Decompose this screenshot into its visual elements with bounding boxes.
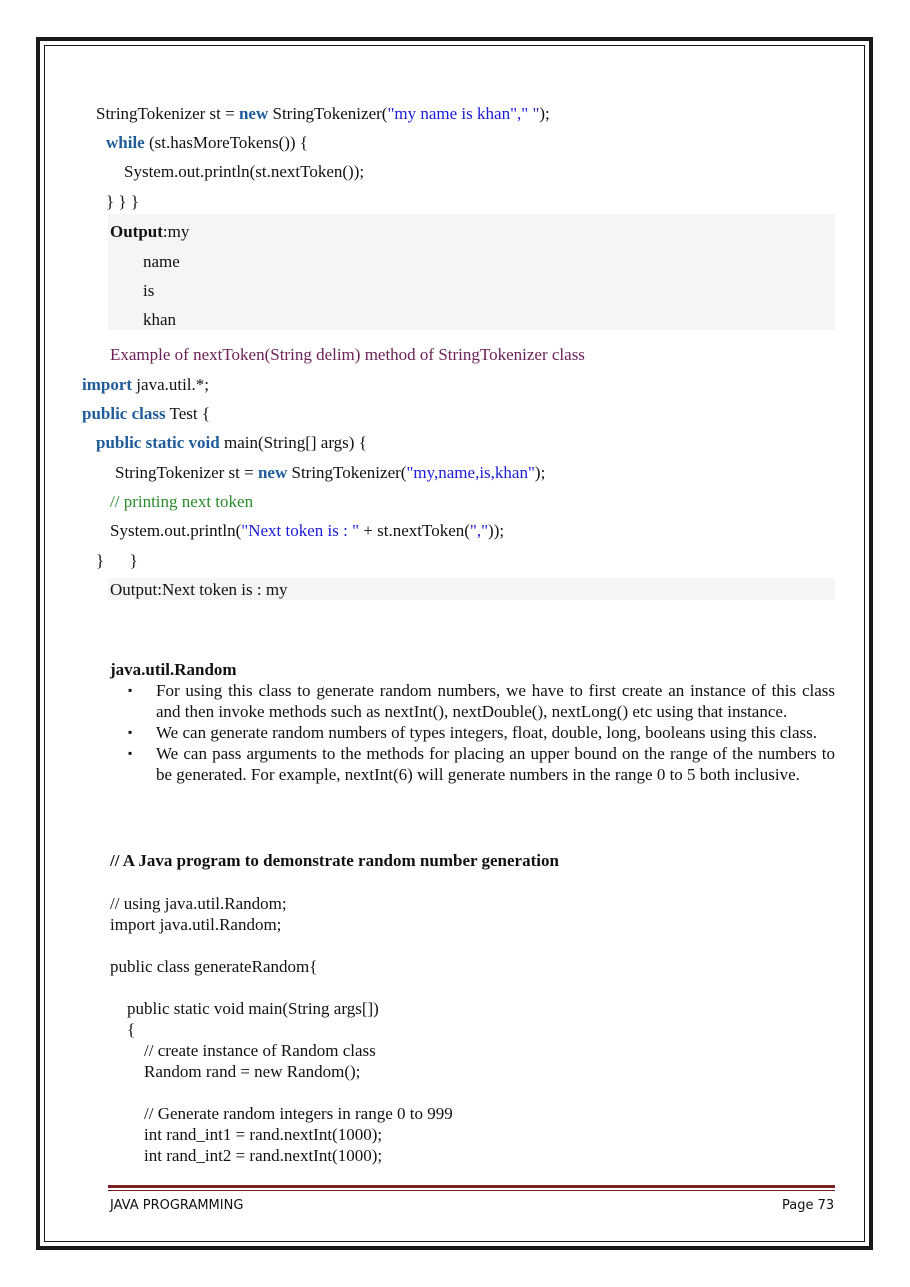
string-literal: "Next token is : " — [241, 521, 360, 540]
output1-first — [110, 222, 189, 242]
keyword: new — [257, 463, 288, 482]
example2-line4 — [115, 463, 545, 483]
code-text: (st.hasMoreTokens()) { — [144, 133, 308, 152]
code-line: Random rand = new Random(); — [110, 1062, 361, 1081]
code-text: )); — [488, 521, 505, 540]
output-label: Output — [110, 222, 163, 241]
code-line: public static void main(String args[]) — [110, 999, 379, 1018]
example2-line3 — [96, 433, 367, 453]
list-item — [110, 743, 835, 785]
code-text: StringTokenizer( — [268, 104, 388, 123]
code-text: ); — [539, 104, 550, 123]
code-line: // Generate random integers in range 0 to 999 — [110, 1104, 453, 1123]
output1-shade — [108, 214, 835, 330]
random-bullet-list — [110, 680, 835, 785]
code-text: java.util.*; — [132, 375, 210, 394]
keyword: while — [106, 133, 145, 152]
bullet-text: For using this class to generate random numbers, we have to first create an instance of this class and then invoke methods such as nextInt(), nextDouble(), nextLong() etc using that instance. — [156, 681, 835, 721]
output1-item: name — [143, 252, 180, 271]
code-line — [110, 977, 453, 998]
code-line: // create instance of Random class — [110, 1041, 376, 1060]
example2-line1 — [82, 375, 209, 395]
program-heading: // A Java program to demonstrate random number generation — [110, 851, 559, 870]
output-value: :my — [162, 222, 190, 241]
example2-line2 — [82, 404, 210, 424]
code-line: int rand_int2 = rand.nextInt(1000); — [110, 1146, 383, 1165]
code-text: Test { — [165, 404, 211, 423]
code-line — [110, 1082, 453, 1103]
code1-line3: System.out.println(st.nextToken()); — [124, 162, 365, 181]
bullet-icon: ▪ — [128, 725, 133, 739]
footer-rule — [108, 1185, 835, 1188]
code-text: StringTokenizer( — [287, 463, 407, 482]
string-literal: "," — [469, 521, 489, 540]
example2-line6 — [110, 521, 504, 541]
keyword: public static void — [96, 433, 220, 452]
bullet-text: We can generate random numbers of types integers, float, double, long, booleans using this class. — [156, 723, 817, 742]
random-code-block — [110, 872, 453, 1187]
example2-line7: } } — [96, 551, 138, 570]
output1-item: is — [143, 281, 155, 300]
list-item — [110, 722, 835, 743]
page-number: Page 73 — [782, 1198, 835, 1213]
output1-item: khan — [143, 310, 177, 329]
bullet-icon: ▪ — [128, 746, 133, 760]
code-line: // using java.util.Random; — [110, 894, 287, 913]
string-literal: "my name is khan"," " — [387, 104, 540, 123]
code-text: + st.nextToken( — [359, 521, 470, 540]
example2-comment: // printing next token — [110, 492, 254, 511]
bullet-text: We can pass arguments to the methods for placing an upper bound on the range of the numbers to be generated. For example, nextInt(6) will generate numbers in the range 0 to 5 both inclusive. — [156, 744, 835, 784]
code1-line1 — [96, 104, 550, 124]
code-text: main(String[] args) { — [219, 433, 367, 452]
keyword: new — [238, 104, 269, 123]
code-line: public class generateRandom{ — [110, 957, 318, 976]
footer-rule-thin — [108, 1190, 835, 1191]
code-text: ); — [534, 463, 546, 482]
string-literal: "my,name,is,khan" — [406, 463, 535, 482]
footer-title: JAVA PROGRAMMING — [110, 1198, 244, 1213]
code-line: int rand_int1 = rand.nextInt(1000); — [110, 1125, 383, 1144]
code-line: import java.util.Random; — [110, 915, 282, 934]
bullet-icon: ▪ — [128, 683, 133, 697]
list-item — [110, 680, 835, 722]
random-section-title: java.util.Random — [110, 660, 237, 679]
example2-output: Output:Next token is : my — [110, 580, 288, 599]
keyword: import — [82, 375, 133, 394]
code1-line2 — [106, 133, 308, 153]
code-line — [110, 935, 453, 956]
keyword: public class — [82, 404, 166, 423]
code1-line4: } } } — [106, 192, 139, 211]
code-text: StringTokenizer st = — [96, 104, 239, 123]
code-line: { — [110, 1020, 136, 1039]
code-text: System.out.println( — [110, 521, 242, 540]
example2-heading: Example of nextToken(String delim) method of StringTokenizer class — [110, 345, 585, 364]
code-text: StringTokenizer st = — [115, 463, 258, 482]
